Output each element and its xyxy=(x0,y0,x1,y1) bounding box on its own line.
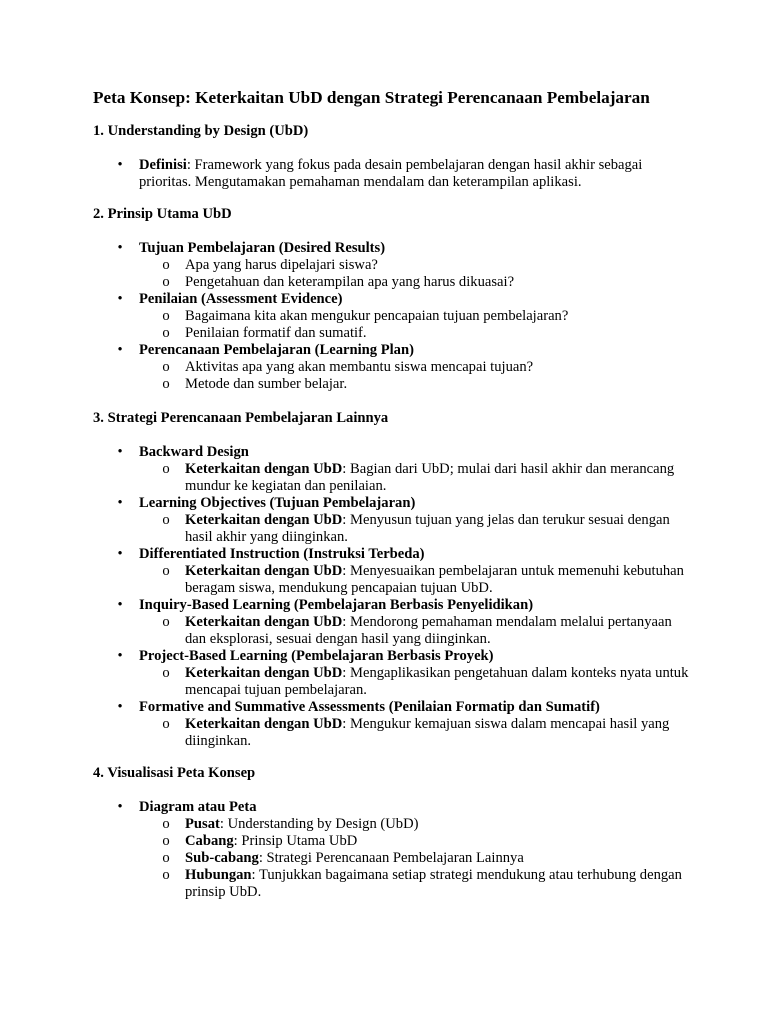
item-label: Project-Based Learning (Pembelajaran Berbasis Proyek) xyxy=(139,648,494,664)
sub-item-text: Bagaimana kita akan mengukur pencapaian tujuan pembelajaran? xyxy=(185,308,569,324)
sub-item-text: : Menyesuaikan pembelajaran untuk memenuhi kebutuhan beragam siswa, mendukung pencapaian tujuan UbD. xyxy=(185,563,684,596)
sub-item-text: Aktivitas apa yang akan membantu siswa mencapai tujuan? xyxy=(185,359,534,375)
sub-item-term: Sub-cabang xyxy=(185,850,259,866)
sub-item-term: Keterkaitan dengan UbD xyxy=(185,512,343,528)
section-2-list xyxy=(93,240,693,393)
sub-bullet-icon: o xyxy=(162,257,170,273)
list-item-definisi xyxy=(93,157,693,191)
section-3-heading: 3. Strategi Perencanaan Pembelajaran Lainnya xyxy=(93,410,389,426)
item-label: Tujuan Pembelajaran (Desired Results) xyxy=(139,240,386,256)
bullet-icon: • xyxy=(117,444,123,460)
sub-bullet-icon: o xyxy=(162,716,170,732)
sub-bullet-icon: o xyxy=(162,359,170,375)
bullet-icon: • xyxy=(117,240,123,256)
item-label: Formative and Summative Assessments (Penilaian Formatip dan Sumatif) xyxy=(139,699,600,715)
sub-item-term: Keterkaitan dengan UbD xyxy=(185,563,343,579)
sub-bullet-icon: o xyxy=(162,512,170,528)
sub-list xyxy=(139,257,693,291)
bullet-icon: • xyxy=(117,342,123,358)
sub-bullet-icon: o xyxy=(162,461,170,477)
sub-list xyxy=(139,716,693,750)
sub-list xyxy=(139,816,693,901)
sub-bullet-icon: o xyxy=(162,376,170,392)
section-1-heading: 1. Understanding by Design (UbD) xyxy=(93,123,309,139)
list-item-tujuan xyxy=(93,240,693,291)
sub-item-text: : Menyusun tujuan yang jelas dan terukur sesuai dengan hasil akhir yang diinginkan. xyxy=(185,512,670,545)
sub-item xyxy=(139,563,693,597)
sub-item-term: Keterkaitan dengan UbD xyxy=(185,461,343,477)
item-text: : Framework yang fokus pada desain pembelajaran dengan hasil akhir sebagai prioritas. Mengutamakan pemahaman mendalam dan keterampilan aplikasi. xyxy=(139,157,643,190)
sub-item-text: : Mengukur kemajuan siswa dalam mencapai hasil yang diinginkan. xyxy=(185,716,670,749)
list-item-differentiated-instruction xyxy=(93,546,693,597)
sub-list xyxy=(139,512,693,546)
sub-item-term: Keterkaitan dengan UbD xyxy=(185,716,343,732)
sub-bullet-icon: o xyxy=(162,614,170,630)
sub-item xyxy=(139,376,693,393)
section-4-list xyxy=(93,799,693,901)
sub-bullet-icon: o xyxy=(162,665,170,681)
sub-item-text: : Tunjukkan bagaimana setiap strategi mendukung atau terhubung dengan prinsip UbD. xyxy=(185,867,682,900)
sub-item xyxy=(139,716,693,750)
document-page xyxy=(93,88,693,901)
section-4-heading: 4. Visualisasi Peta Konsep xyxy=(93,765,256,781)
sub-bullet-icon: o xyxy=(162,816,170,832)
sub-list xyxy=(139,665,693,699)
sub-item-term: Hubungan xyxy=(185,867,252,883)
bullet-icon: • xyxy=(117,799,123,815)
sub-list xyxy=(139,359,693,393)
sub-item-text: : Prinsip Utama UbD xyxy=(233,833,358,849)
sub-item-text: Metode dan sumber belajar. xyxy=(185,376,348,392)
sub-item-text: : Mengaplikasikan pengetahuan dalam konteks nyata untuk mencapai tujuan pembelajaran. xyxy=(185,665,689,698)
sub-bullet-icon: o xyxy=(162,833,170,849)
sub-item-text: Apa yang harus dipelajari siswa? xyxy=(185,257,378,273)
sub-item xyxy=(139,512,693,546)
list-item-project-based-learning xyxy=(93,648,693,699)
sub-item-text: : Understanding by Design (UbD) xyxy=(219,816,419,832)
bullet-icon: • xyxy=(117,157,123,173)
sub-bullet-icon: o xyxy=(162,563,170,579)
list-item-perencanaan xyxy=(93,342,693,393)
sub-item xyxy=(139,257,693,274)
item-label: Penilaian (Assessment Evidence) xyxy=(139,291,343,307)
sub-item-term: Keterkaitan dengan UbD xyxy=(185,665,343,681)
sub-item-text: Penilaian formatif dan sumatif. xyxy=(185,325,367,341)
sub-item xyxy=(139,359,693,376)
sub-item xyxy=(139,833,693,850)
list-item-inquiry-based-learning xyxy=(93,597,693,648)
section-1-list xyxy=(93,157,693,191)
item-label: Diagram atau Peta xyxy=(139,799,257,815)
item-label: Inquiry-Based Learning (Pembelajaran Berbasis Penyelidikan) xyxy=(139,597,534,613)
list-item-diagram xyxy=(93,799,693,901)
section-2-heading: 2. Prinsip Utama UbD xyxy=(93,206,232,222)
sub-list xyxy=(139,614,693,648)
sub-list xyxy=(139,461,693,495)
item-term: Definisi xyxy=(139,157,187,173)
sub-item xyxy=(139,274,693,291)
list-item-formative-summative xyxy=(93,699,693,750)
sub-item-text: Pengetahuan dan keterampilan apa yang harus dikuasai? xyxy=(185,274,515,290)
list-item-penilaian xyxy=(93,291,693,342)
document-title: Peta Konsep: Keterkaitan UbD dengan Strategi Perencanaan Pembelajaran xyxy=(93,88,650,107)
sub-item xyxy=(139,614,693,648)
sub-bullet-icon: o xyxy=(162,308,170,324)
bullet-icon: • xyxy=(117,495,123,511)
list-item-learning-objectives xyxy=(93,495,693,546)
section-3-list xyxy=(93,444,693,750)
sub-list xyxy=(139,308,693,342)
sub-item xyxy=(139,308,693,325)
sub-bullet-icon: o xyxy=(162,274,170,290)
sub-item-text: : Strategi Perencanaan Pembelajaran Lainnya xyxy=(258,850,524,866)
sub-item-term: Cabang xyxy=(185,833,234,849)
sub-item xyxy=(139,816,693,833)
sub-item-text: : Mendorong pemahaman mendalam melalui pertanyaan dan eksplorasi, sesuai dengan hasil yang diinginkan. xyxy=(185,614,672,647)
bullet-icon: • xyxy=(117,597,123,613)
bullet-icon: • xyxy=(117,291,123,307)
sub-bullet-icon: o xyxy=(162,867,170,883)
list-item-backward-design xyxy=(93,444,693,495)
bullet-icon: • xyxy=(117,699,123,715)
bullet-icon: • xyxy=(117,546,123,562)
sub-item xyxy=(139,665,693,699)
item-label: Perencanaan Pembelajaran (Learning Plan) xyxy=(139,342,414,358)
sub-item-term: Pusat xyxy=(185,816,220,832)
sub-item xyxy=(139,325,693,342)
sub-item xyxy=(139,850,693,867)
item-label: Backward Design xyxy=(139,444,249,460)
item-label: Differentiated Instruction (Instruksi Terbeda) xyxy=(139,546,425,562)
item-label: Learning Objectives (Tujuan Pembelajaran) xyxy=(139,495,416,511)
sub-bullet-icon: o xyxy=(162,325,170,341)
sub-item-term: Keterkaitan dengan UbD xyxy=(185,614,343,630)
sub-item xyxy=(139,461,693,495)
bullet-icon: • xyxy=(117,648,123,664)
sub-item xyxy=(139,867,693,901)
sub-item-text: : Bagian dari UbD; mulai dari hasil akhir dan merancang mundur ke kegiatan dan penilaian. xyxy=(185,461,675,494)
sub-list xyxy=(139,563,693,597)
sub-bullet-icon: o xyxy=(162,850,170,866)
